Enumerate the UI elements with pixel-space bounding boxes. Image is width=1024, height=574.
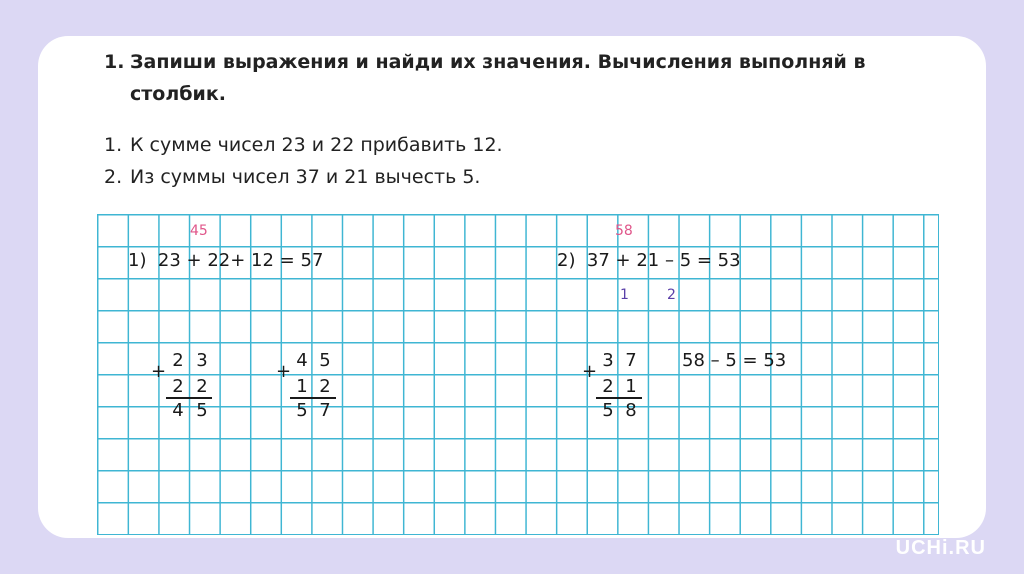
brand-logo: UCHi.RU xyxy=(895,537,986,559)
digit: 5 xyxy=(296,400,308,421)
digit: 3 xyxy=(602,350,614,371)
digit: 7 xyxy=(625,350,637,371)
digit: 5 xyxy=(602,400,614,421)
expression-1: 1) 23 + 22+ 12 = 57 xyxy=(128,250,324,271)
digit: 3 xyxy=(196,350,208,371)
subtraction-expression: 58 – 5 = 53 xyxy=(682,350,787,371)
plus-sign: + xyxy=(582,361,598,382)
digit: 2 xyxy=(172,350,184,371)
digit: 2 xyxy=(172,376,184,397)
digit: 4 xyxy=(172,400,184,421)
note-45: 45 xyxy=(190,223,208,239)
task-text: К сумме чисел 23 и 22 прибавить 12. xyxy=(130,134,503,156)
note-58: 58 xyxy=(615,223,633,239)
plus-sign: + xyxy=(276,361,292,382)
task-2 xyxy=(104,166,480,188)
task-number: 1. xyxy=(104,134,123,156)
digit: 2 xyxy=(196,376,208,397)
sum-line xyxy=(596,397,642,399)
exercise-number: 1. xyxy=(104,51,125,73)
expression-2: 2) 37 + 21 – 5 = 53 xyxy=(557,250,741,271)
plus-sign: + xyxy=(151,361,167,382)
hint-1: 1 xyxy=(620,287,629,303)
exercise-instruction: Запиши выражения и найди их значения. Вычисления выполняй в столбик. xyxy=(130,51,866,105)
digit: 8 xyxy=(625,400,637,421)
digit: 1 xyxy=(625,376,637,397)
digit: 1 xyxy=(296,376,308,397)
task-number: 2. xyxy=(104,166,123,188)
digit: 5 xyxy=(319,350,331,371)
task-1 xyxy=(104,134,503,156)
digit: 2 xyxy=(319,376,331,397)
digit: 2 xyxy=(602,376,614,397)
digit: 7 xyxy=(319,400,331,421)
digit: 5 xyxy=(196,400,208,421)
sum-line xyxy=(290,397,336,399)
task-text: Из суммы чисел 37 и 21 вычесть 5. xyxy=(130,166,481,188)
sum-line xyxy=(166,397,212,399)
digit: 4 xyxy=(296,350,308,371)
hint-2: 2 xyxy=(667,287,676,303)
